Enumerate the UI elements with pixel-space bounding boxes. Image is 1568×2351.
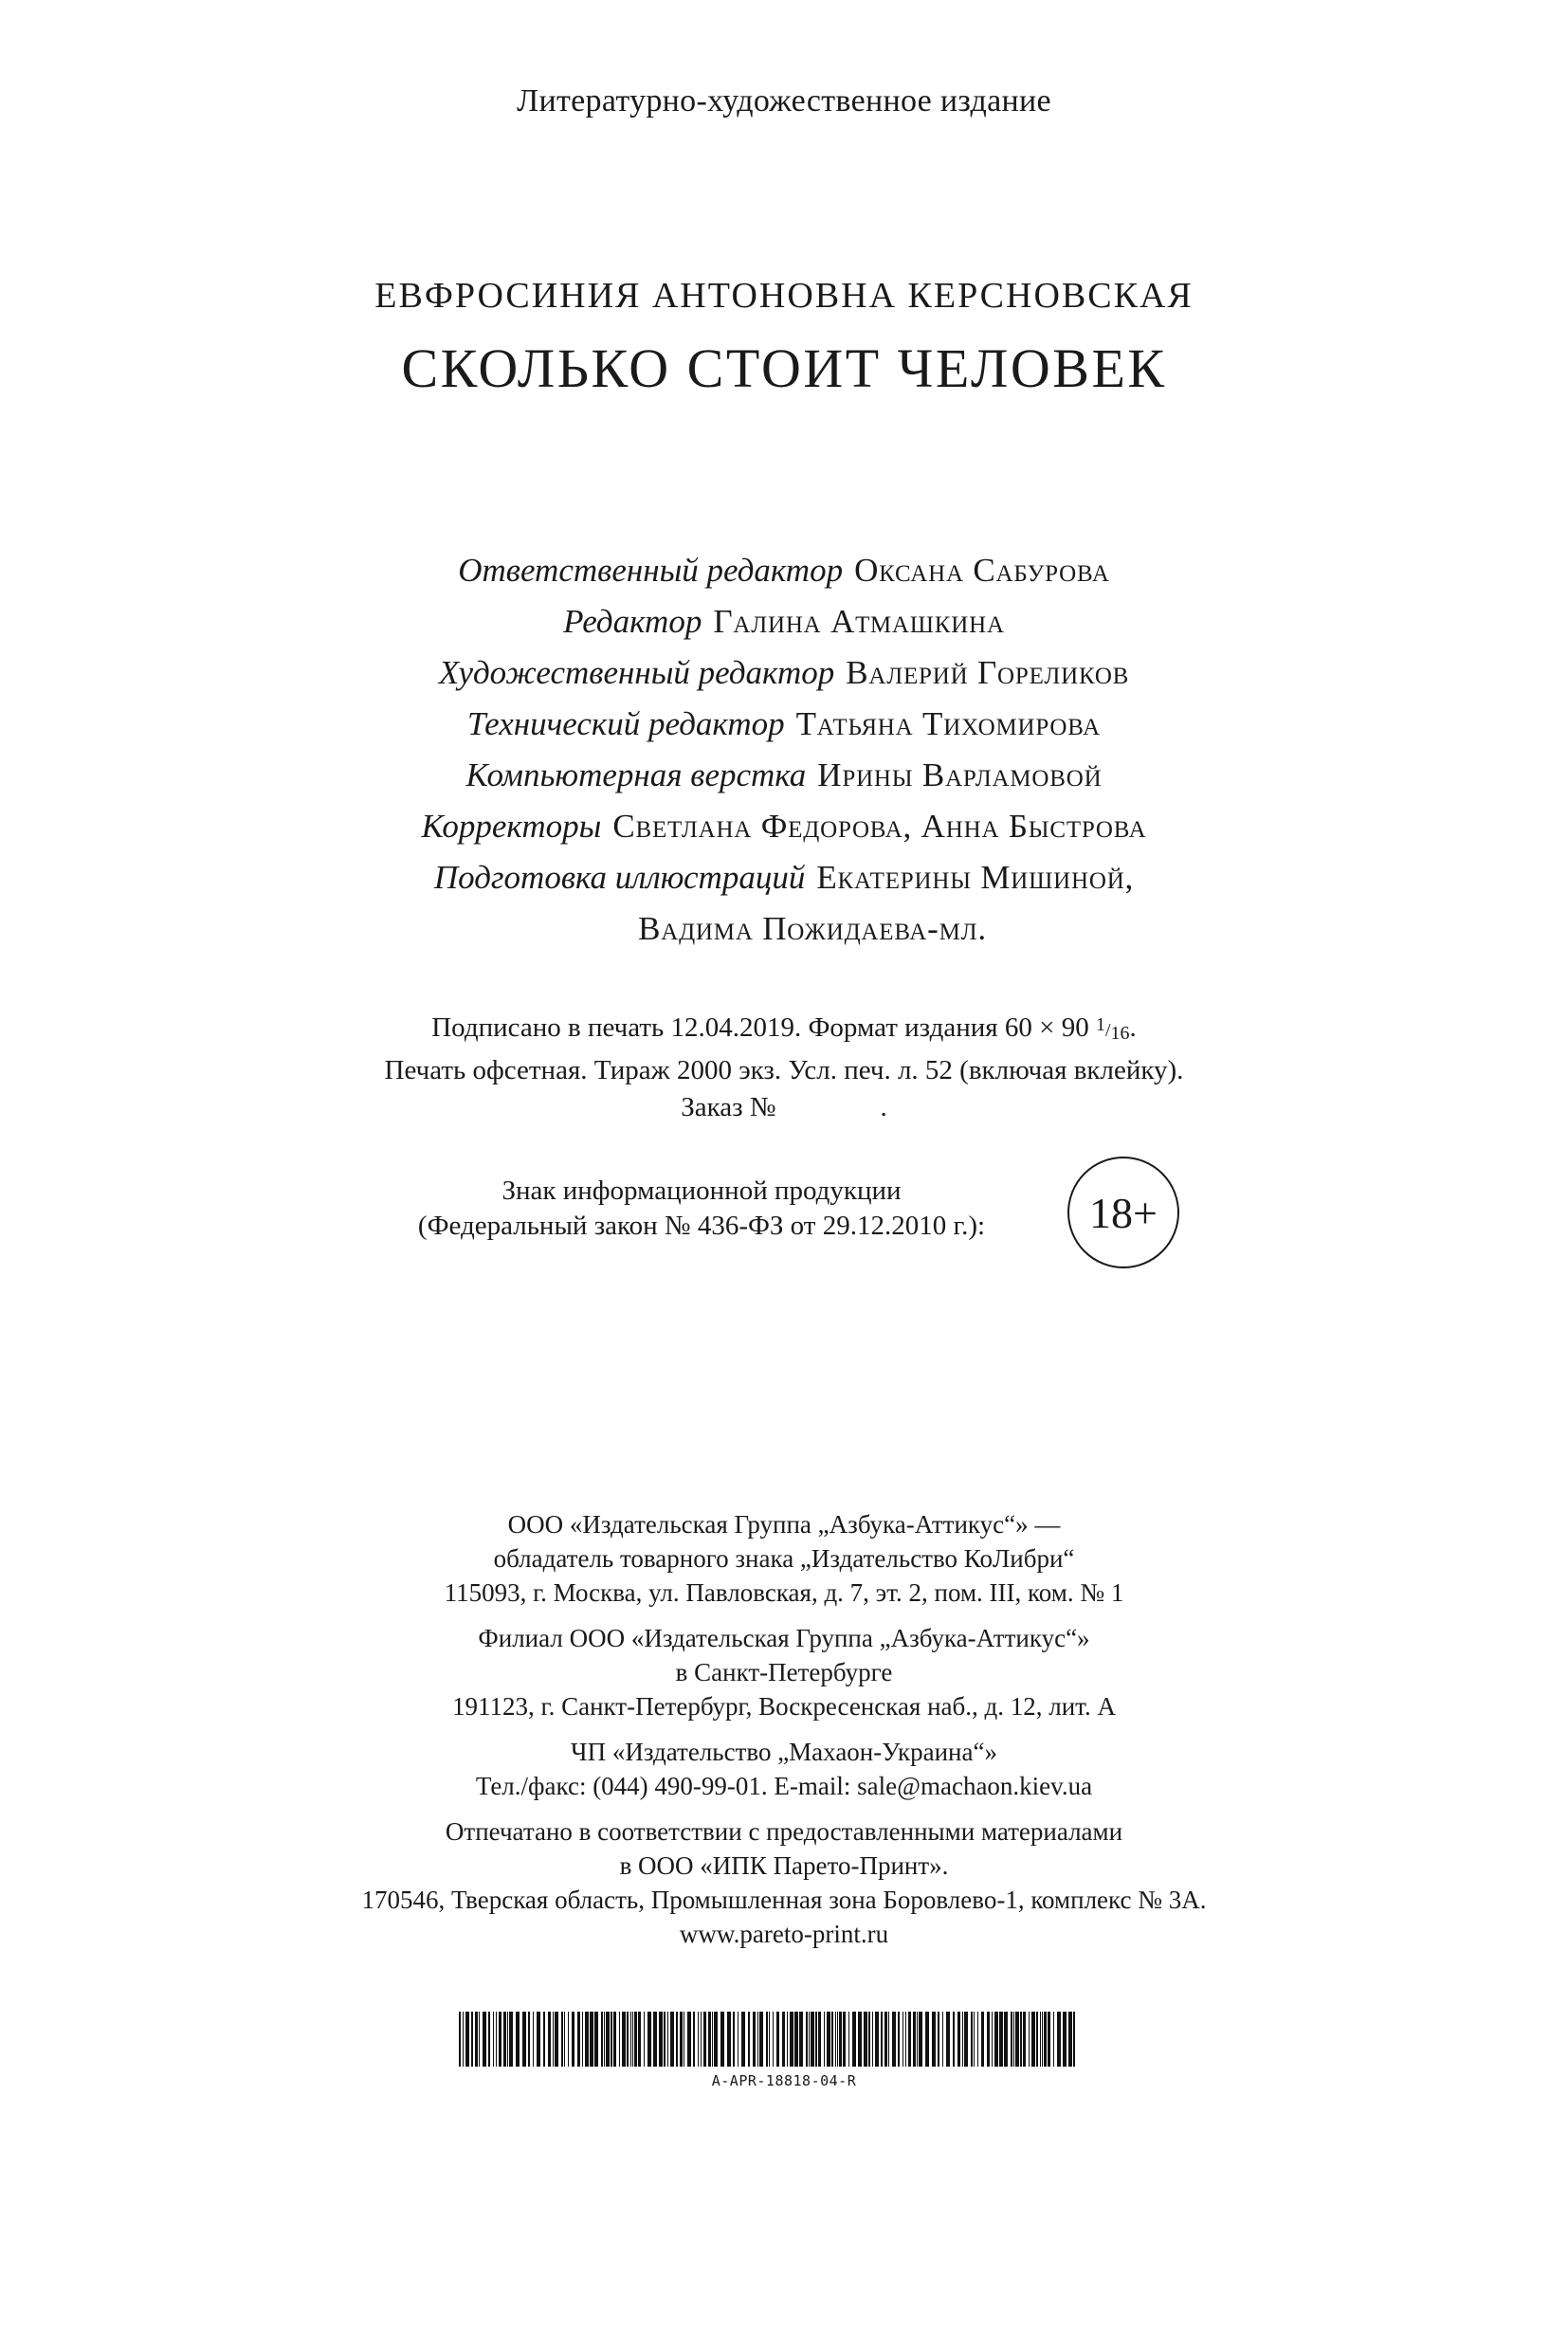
credit-name: Екатерины Мишиной,: [816, 859, 1135, 896]
barcode-bar: [776, 2012, 779, 2067]
barcode-bar: [1044, 2012, 1047, 2067]
barcode-bar: [806, 2012, 808, 2067]
barcode-bar: [799, 2012, 803, 2067]
publisher-line: www.pareto-print.ru: [679, 1920, 889, 1948]
barcode-bar: [509, 2012, 513, 2067]
barcode-bar: [516, 2012, 520, 2067]
barcode-bar: [499, 2012, 501, 2067]
barcode-bar: [585, 2012, 589, 2067]
barcode-bar: [932, 2012, 936, 2067]
publisher-line: обладатель товарного знака „Издательство КоЛибри“: [493, 1544, 1075, 1573]
barcode-bar: [638, 2012, 641, 2067]
barcode-bar: [971, 2012, 973, 2067]
barcode-bar: [1013, 2012, 1014, 2067]
credit-role: Корректоры: [421, 808, 602, 845]
imprint-block: [0, 1007, 1568, 1126]
author-name: ЕВФРОСИНИЯ АНТОНОВНА КЕРСНОВСКАЯ: [374, 276, 1194, 316]
publisher-gap: [0, 1803, 1568, 1814]
barcode-bar: [537, 2012, 540, 2067]
barcode-bar: [1048, 2012, 1050, 2067]
barcode-bar: [714, 2012, 718, 2067]
barcode-bar: [1057, 2012, 1061, 2067]
credit-line: [0, 852, 1568, 903]
barcode-bar: [827, 2012, 830, 2067]
barcode-bar: [1073, 2012, 1075, 2067]
barcode-bar: [627, 2012, 629, 2067]
credit-role: Компьютерная верстка: [465, 756, 807, 793]
barcode-bar: [693, 2012, 695, 2067]
barcode-bar: [919, 2012, 922, 2067]
barcode-bar: [475, 2012, 478, 2067]
credit-name: Ирины Варламовой: [817, 756, 1103, 793]
barcode-bar: [507, 2012, 508, 2067]
barcode-bar: [994, 2012, 998, 2067]
barcode-bar: [905, 2012, 906, 2067]
barcode-bar: [604, 2012, 605, 2067]
barcode-bar: [741, 2012, 745, 2067]
barcode-bar: [703, 2012, 706, 2067]
barcode-bar: [611, 2012, 612, 2067]
credit-role: Технический редактор: [466, 705, 785, 742]
barcode-bar: [875, 2012, 879, 2067]
barcode-bar: [1036, 2012, 1038, 2067]
credit-line: [0, 545, 1568, 596]
barcode-bar: [543, 2012, 545, 2067]
barcode-bar: [701, 2012, 702, 2067]
barcode-bar: [831, 2012, 833, 2067]
barcode-text: A-APR-18818-04-R: [711, 2072, 857, 2089]
barcode-bar: [872, 2012, 873, 2067]
order-end: .: [880, 1092, 887, 1122]
barcode-bar: [727, 2012, 731, 2067]
barcode-bar: [720, 2012, 724, 2067]
imprint-line-2: Печать офсетная. Тираж 2000 экз. Усл. печ. л. 52 (включая вклейку).: [384, 1055, 1184, 1085]
barcode-bar: [837, 2012, 838, 2067]
barcode-bar: [843, 2012, 846, 2067]
barcode-bar: [533, 2012, 534, 2067]
barcode-bar: [858, 2012, 862, 2067]
barcode-bar: [459, 2012, 461, 2067]
barcode-bar: [839, 2012, 842, 2067]
publisher-line: в ООО «ИПК Парето-Принт».: [619, 1851, 949, 1880]
credit-name: Татьяна Тихомирова: [795, 705, 1102, 742]
info-product-line-2: (Федеральный закон № 436-ФЗ от 29.12.2010 г.):: [417, 1211, 986, 1241]
barcode-bar: [999, 2012, 1003, 2067]
barcode-bar: [503, 2012, 506, 2067]
barcode-bar: [987, 2012, 990, 2067]
info-product-block: [341, 1174, 1062, 1244]
barcode-bar: [1053, 2012, 1054, 2067]
barcode-bar: [594, 2012, 598, 2067]
credit-line: [0, 699, 1568, 750]
credit-line: [0, 647, 1568, 699]
barcode-bar: [496, 2012, 497, 2067]
barcode-bar: [590, 2012, 593, 2067]
barcode-bar: [622, 2012, 626, 2067]
barcode-bar: [712, 2012, 713, 2067]
credit-line: [0, 801, 1568, 852]
info-product-line-1: Знак информационной продукции: [501, 1176, 902, 1206]
barcode-bar: [463, 2012, 464, 2067]
credit-name: Оксана Сабурова: [854, 552, 1110, 589]
barcode-bar: [892, 2012, 896, 2067]
barcode-bar: [957, 2012, 960, 2067]
barcode-bar: [1011, 2012, 1012, 2067]
barcode-bar: [630, 2012, 631, 2067]
barcode-bar: [809, 2012, 810, 2067]
barcode-bar: [818, 2012, 821, 2067]
barcode-bar: [753, 2012, 756, 2067]
barcode-bar: [794, 2012, 798, 2067]
format-fraction: 1/16: [1095, 1014, 1130, 1044]
barcode-bar: [1004, 2012, 1008, 2067]
credit-name: Светлана Федорова, Анна Быстрова: [612, 808, 1147, 845]
barcode-bar: [670, 2012, 674, 2067]
publisher-line: ЧП «Издательство „Махаон-Украина“»: [571, 1738, 997, 1766]
barcode-bar: [733, 2012, 735, 2067]
publisher-gap: [0, 1610, 1568, 1621]
age-rating-badge: [1067, 1157, 1179, 1268]
barcode-bar: [925, 2012, 929, 2067]
barcode-bar: [577, 2012, 580, 2067]
barcode-bar: [471, 2012, 473, 2067]
order-label: Заказ №: [681, 1092, 776, 1122]
publisher-line: 191123, г. Санкт-Петербург, Воскресенская наб., д. 12, лит. А: [452, 1692, 1116, 1721]
barcode-bar: [942, 2012, 943, 2067]
format-denominator: 16: [1110, 1023, 1130, 1044]
barcode-bar: [953, 2012, 955, 2067]
barcode-bar: [759, 2012, 763, 2067]
barcode-bar: [676, 2012, 678, 2067]
barcode-bar: [769, 2012, 770, 2067]
barcode-bar: [908, 2012, 911, 2067]
barcode-bar: [898, 2012, 900, 2067]
barcode-bar: [647, 2012, 651, 2067]
barcode-bar: [522, 2012, 526, 2067]
barcode-bar: [1029, 2012, 1030, 2067]
barcode-bar: [962, 2012, 963, 2067]
barcode-bar: [664, 2012, 665, 2067]
barcode-bar: [1023, 2012, 1026, 2067]
credit-name: Валерий Гореликов: [846, 654, 1130, 691]
book-title: СКОЛЬКО СТОИТ ЧЕЛОВЕК: [401, 337, 1167, 399]
barcode-bar: [1068, 2012, 1072, 2067]
credit-role: Редактор: [563, 603, 702, 640]
barcode-bar: [687, 2012, 691, 2067]
barcode-bar: [644, 2012, 645, 2067]
age-rating-text: 18+: [1089, 1188, 1158, 1237]
publisher-gap: [0, 1723, 1568, 1735]
barcode-bar: [601, 2012, 603, 2067]
publisher-line: ООО «Издательская Группа „Азбука-Аттикус“» —: [507, 1510, 1061, 1539]
barcode-bar: [465, 2012, 469, 2067]
imprint-line-1-text: Подписано в печать 12.04.2019. Формат издания 60 × 90: [431, 1012, 1089, 1043]
barcode-bar: [757, 2012, 758, 2067]
imprint-line-1-end: .: [1129, 1012, 1137, 1043]
barcode-bar: [868, 2012, 870, 2067]
edition-type: Литературно-художественное издание: [517, 83, 1051, 118]
barcode-bar: [974, 2012, 975, 2067]
barcode-bar: [787, 2012, 788, 2067]
credit-role: Ответственный редактор: [458, 552, 844, 589]
imprint-line-1: [0, 1007, 1568, 1052]
publisher-line: Тел./факс: (044) 490-99-01. E-mail: sale@machaon.kiev.ua: [475, 1772, 1093, 1800]
barcode-bar: [708, 2012, 711, 2067]
barcode-bar: [528, 2012, 530, 2067]
barcode-bar: [790, 2012, 793, 2067]
barcode-bar: [613, 2012, 616, 2067]
barcode-bar: [1031, 2012, 1035, 2067]
barcode-bar: [479, 2012, 480, 2067]
barcode-bar: [824, 2012, 825, 2067]
barcode-bar: [864, 2012, 867, 2067]
barcode-bar: [1020, 2012, 1022, 2067]
barcode-bar: [981, 2012, 984, 2067]
barcode-bar: [748, 2012, 750, 2067]
credit-role: Подготовка иллюстраций: [433, 859, 806, 896]
barcode-bar: [888, 2012, 889, 2067]
barcode-bar: [619, 2012, 620, 2067]
barcode-bar: [483, 2012, 486, 2067]
barcode-bar: [1040, 2012, 1041, 2067]
barcode-bar: [835, 2012, 836, 2067]
barcode-bar: [917, 2012, 918, 2067]
barcode-bar: [572, 2012, 574, 2067]
publisher-line: Отпечатано в соответствии с предоставленными материалами: [445, 1817, 1123, 1846]
barcode-bar: [773, 2012, 774, 2067]
barcode-bar: [659, 2012, 663, 2067]
barcode-bar: [964, 2012, 968, 2067]
credit-name: Галина Атмашкина: [713, 603, 1005, 640]
barcode-bar: [667, 2012, 668, 2067]
barcode-bar: [582, 2012, 583, 2067]
barcode-bar: [698, 2012, 699, 2067]
barcode-bar: [811, 2012, 814, 2067]
barcode-bar: [992, 2012, 993, 2067]
barcode-bar: [815, 2012, 817, 2067]
credit-continuation: Вадима Пожидаева-мл.: [638, 910, 987, 947]
barcode-bar: [1063, 2012, 1067, 2067]
barcode-bar: [1015, 2012, 1019, 2067]
barcode-bar: [881, 2012, 883, 2067]
barcode-bar: [653, 2012, 657, 2067]
barcode-bar: [493, 2012, 494, 2067]
barcode-bar: [680, 2012, 683, 2067]
credit-role: Художественный редактор: [438, 654, 835, 691]
barcode-bar: [634, 2012, 637, 2067]
barcode-bar: [555, 2012, 558, 2067]
barcode-bar: [766, 2012, 768, 2067]
credit-line: [0, 596, 1568, 647]
barcode-bar: [938, 2012, 939, 2067]
barcode-bar: [553, 2012, 554, 2067]
barcode-bar: [946, 2012, 950, 2067]
barcode-bar: [564, 2012, 565, 2067]
barcode-bar: [852, 2012, 856, 2067]
barcode-bar: [568, 2012, 569, 2067]
credits-block: [0, 545, 1568, 955]
format-numerator: 1: [1095, 1014, 1105, 1035]
barcode-bar: [782, 2012, 785, 2067]
barcode-bar: [632, 2012, 633, 2067]
barcode-bar: [606, 2012, 610, 2067]
credit-line: [0, 750, 1568, 801]
barcode: [459, 2012, 1079, 2067]
barcode-bar: [913, 2012, 916, 2067]
barcode-bar: [561, 2012, 563, 2067]
barcode-bar: [488, 2012, 490, 2067]
barcode-bar: [1042, 2012, 1043, 2067]
order-line: [0, 1089, 1568, 1126]
publisher-block: [0, 1507, 1568, 1951]
barcode-bar: [977, 2012, 978, 2067]
barcode-bar: [548, 2012, 551, 2067]
publisher-line: 170546, Тверская область, Промышленная зона Боровлево-1, комплекс № 3А.: [361, 1886, 1207, 1914]
barcode-bar: [884, 2012, 887, 2067]
barcode-bar: [848, 2012, 849, 2067]
publisher-line: Филиал ООО «Издательская Группа „Азбука-Аттикус“»: [478, 1624, 1090, 1652]
publisher-line: 115093, г. Москва, ул. Павловская, д. 7, эт. 2, пом. III, ком. № 1: [444, 1578, 1124, 1607]
publisher-line: в Санкт-Петербурге: [675, 1658, 893, 1686]
